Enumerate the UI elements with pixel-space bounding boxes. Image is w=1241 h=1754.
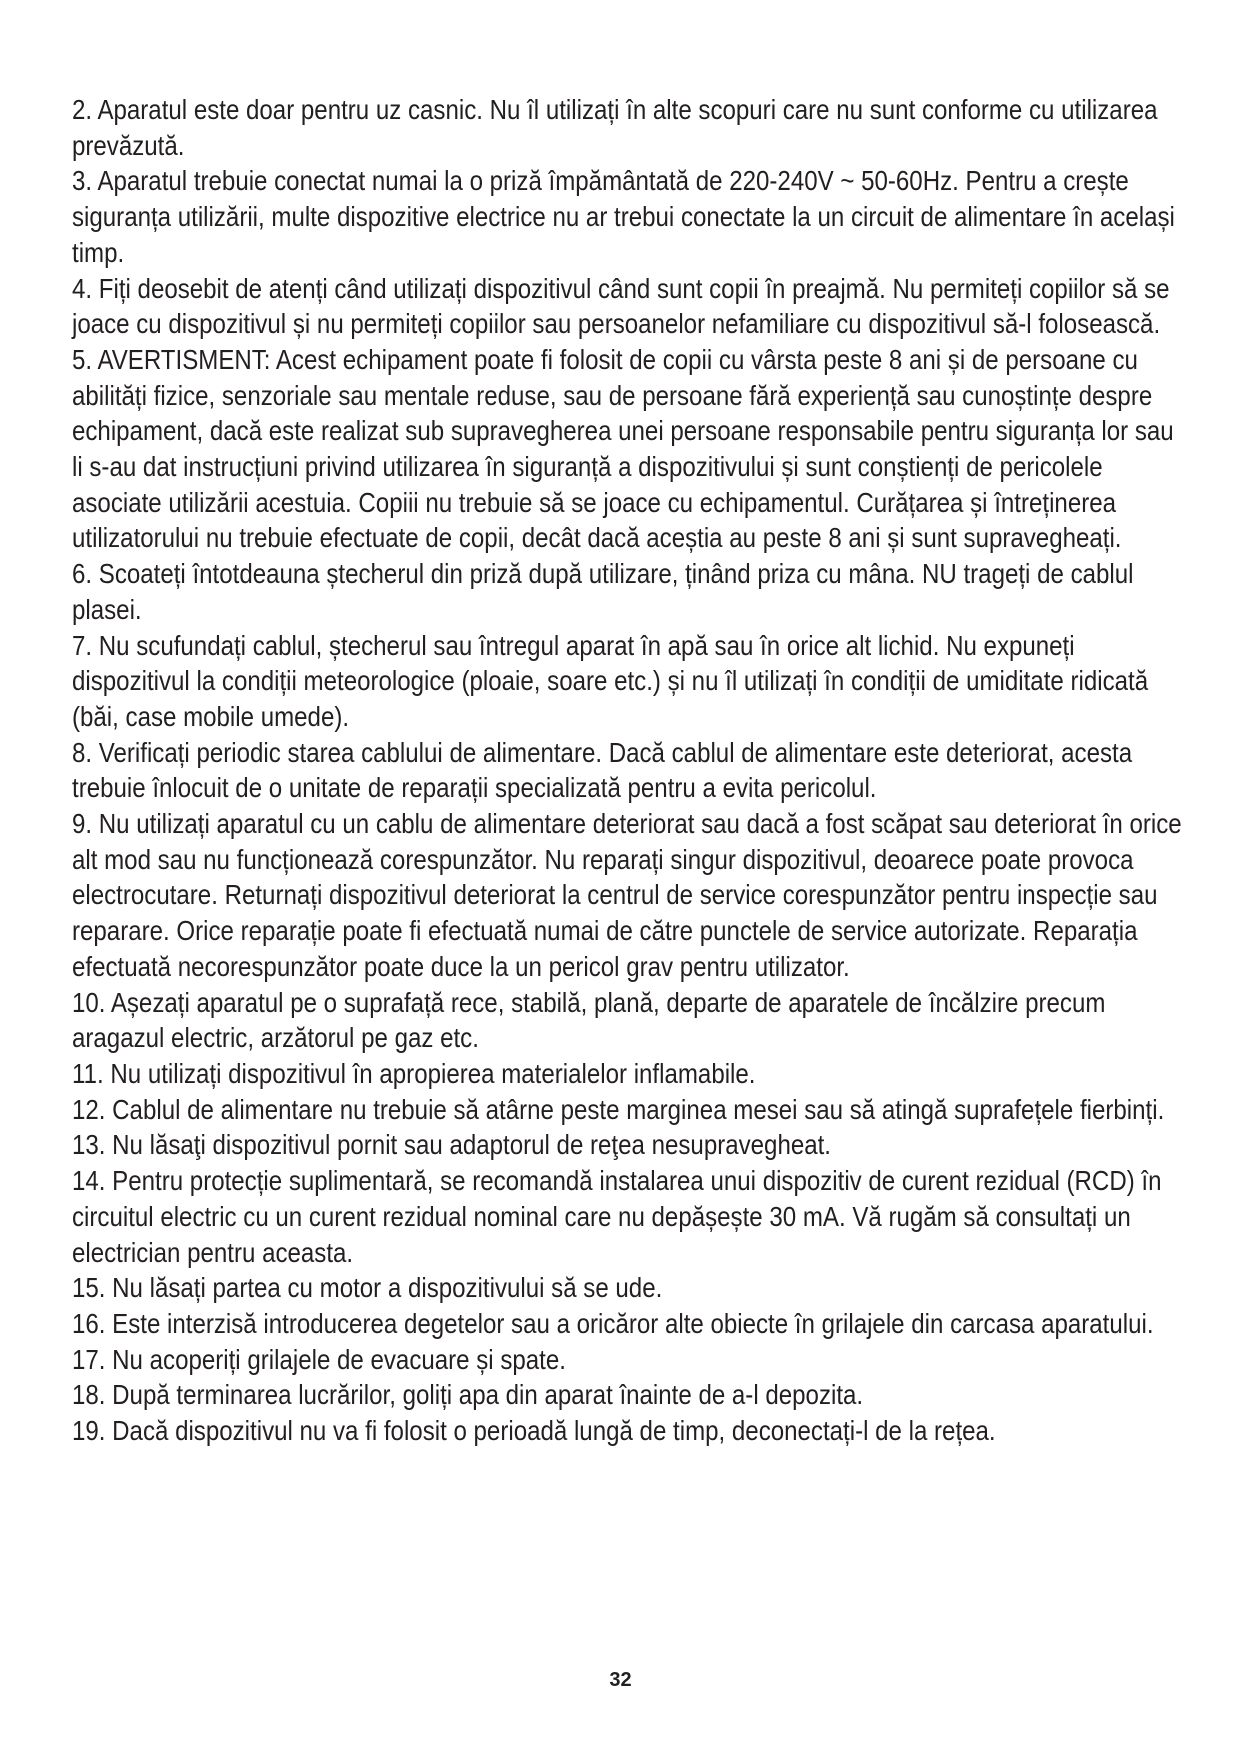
instruction-item-9: 9. Nu utilizați aparatul cu un cablu de alimentare deteriorat sau dacă a fost scăpat sau deteriorat în orice alt mod sau nu funcționează corespunzător. Nu reparați singur dispozitivul, deoarece poate provoca electrocutare. Returnați dispozitivul deteriorat la centrul de service corespunzător pentru inspecție sau reparare. Orice reparație poate fi efectuată numai de către punctele de service autorizate. Reparația efectuată necorespunzător poate duce la un pericol grav pentru utilizator. [72,808,1182,982]
instruction-item-6: 6. Scoateți întotdeauna ștecherul din priză după utilizare, ținând priza cu mâna. NU trageți de cablul plasei. [72,558,1134,625]
page-number: 32 [609,1669,632,1691]
instruction-item-8: 8. Verificați periodic starea cablului de alimentare. Dacă cablul de alimentare este deteriorat, acesta trebuie înlocuit de o unitate de reparații specializată pentru a evita pericolul. [72,736,1133,804]
instruction-item-17: 17. Nu acoperiți grilajele de evacuare și spate. [72,1343,566,1375]
instruction-item-14: 14. Pentru protecție suplimentară, se recomandă instalarea unui dispozitiv de curent rezidual (RCD) în circuitul electric cu un curent rezidual nominal care nu depășește 30 mA. Vă rugăm să consultați un electrician pentru aceasta. [72,1165,1162,1268]
instruction-item-19: 19. Dacă dispozitivul nu va fi folosit o perioadă lungă de timp, deconectați-l de la rețea. [72,1415,996,1447]
instruction-item-2: 2. Aparatul este doar pentru uz casnic. Nu îl utilizați în alte scopuri care nu sunt conforme cu utilizarea prevăzută. [72,94,1158,161]
instruction-item-5: 5. AVERTISMENT: Acest echipament poate fi folosit de copii cu vârsta peste 8 ani și de persoane cu abilități fizice, senzoriale sau mentale reduse, sau de persoane fără experiență sau cunoștințe despre echipament, dacă este realizat sub supravegherea unei persoane responsabile pentru siguranța lor sau li s-au dat instrucțiuni privind utilizarea în siguranță a dispozitivului și sunt conștienți de pericolele asociate utilizării acestuia. Copiii nu trebuie să se joace cu echipamentul. Curățarea și întreținerea utilizatorului nu trebuie efectuate de copii, decât dacă aceștia au peste 8 ani și sunt supravegheați. [72,343,1174,554]
instruction-item-7: 7. Nu scufundați cablul, ștecherul sau întregul aparat în apă sau în orice alt lichid. Nu expuneți dispozitivul la condiții meteorologice (ploaie, soare etc.) și nu îl utilizați în condiții de umiditate ridicată (băi, case mobile umede). [72,629,1149,732]
instruction-item-18: 18. După terminarea lucrărilor, goliți apa din aparat înainte de a-l depozita. [72,1379,864,1411]
instructions-list [72,92,1184,1449]
instruction-item-12: 12. Cablul de alimentare nu trebuie să atârne peste marginea mesei sau să atingă suprafețele fierbinți. [72,1093,1165,1125]
instruction-item-13: 13. Nu lăsaţi dispozitivul pornit sau adaptorul de reţea nesupravegheat. [72,1129,832,1161]
instruction-item-3: 3. Aparatul trebuie conectat numai la o priză împământată de 220-240V ~ 50-60Hz. Pentru a crește siguranța utilizării, multe dispozitive electrice nu ar trebui conectate la un circuit de alimentare în același timp. [72,165,1175,268]
instruction-item-10: 10. Așezați aparatul pe o suprafață rece, stabilă, plană, departe de aparatele de încălzire precum aragazul electric, arzătorul pe gaz etc. [72,986,1106,1054]
instruction-item-11: 11. Nu utilizați dispozitivul în apropierea materialelor inflamabile. [72,1057,756,1089]
instruction-item-16: 16. Este interzisă introducerea degetelor sau a oricăror alte obiecte în grilajele din carcasa aparatului. [72,1307,1154,1339]
instruction-item-15: 15. Nu lăsați partea cu motor a dispozitivului să se ude. [72,1272,663,1304]
instruction-item-4: 4. Fiți deosebit de atenți când utilizați dispozitivul când sunt copii în preajmă. Nu permiteți copiilor să se joace cu dispozitivul și nu permiteți copiilor sau persoanelor nefamiliare cu dispozitivul să-l folosească. [72,272,1170,340]
